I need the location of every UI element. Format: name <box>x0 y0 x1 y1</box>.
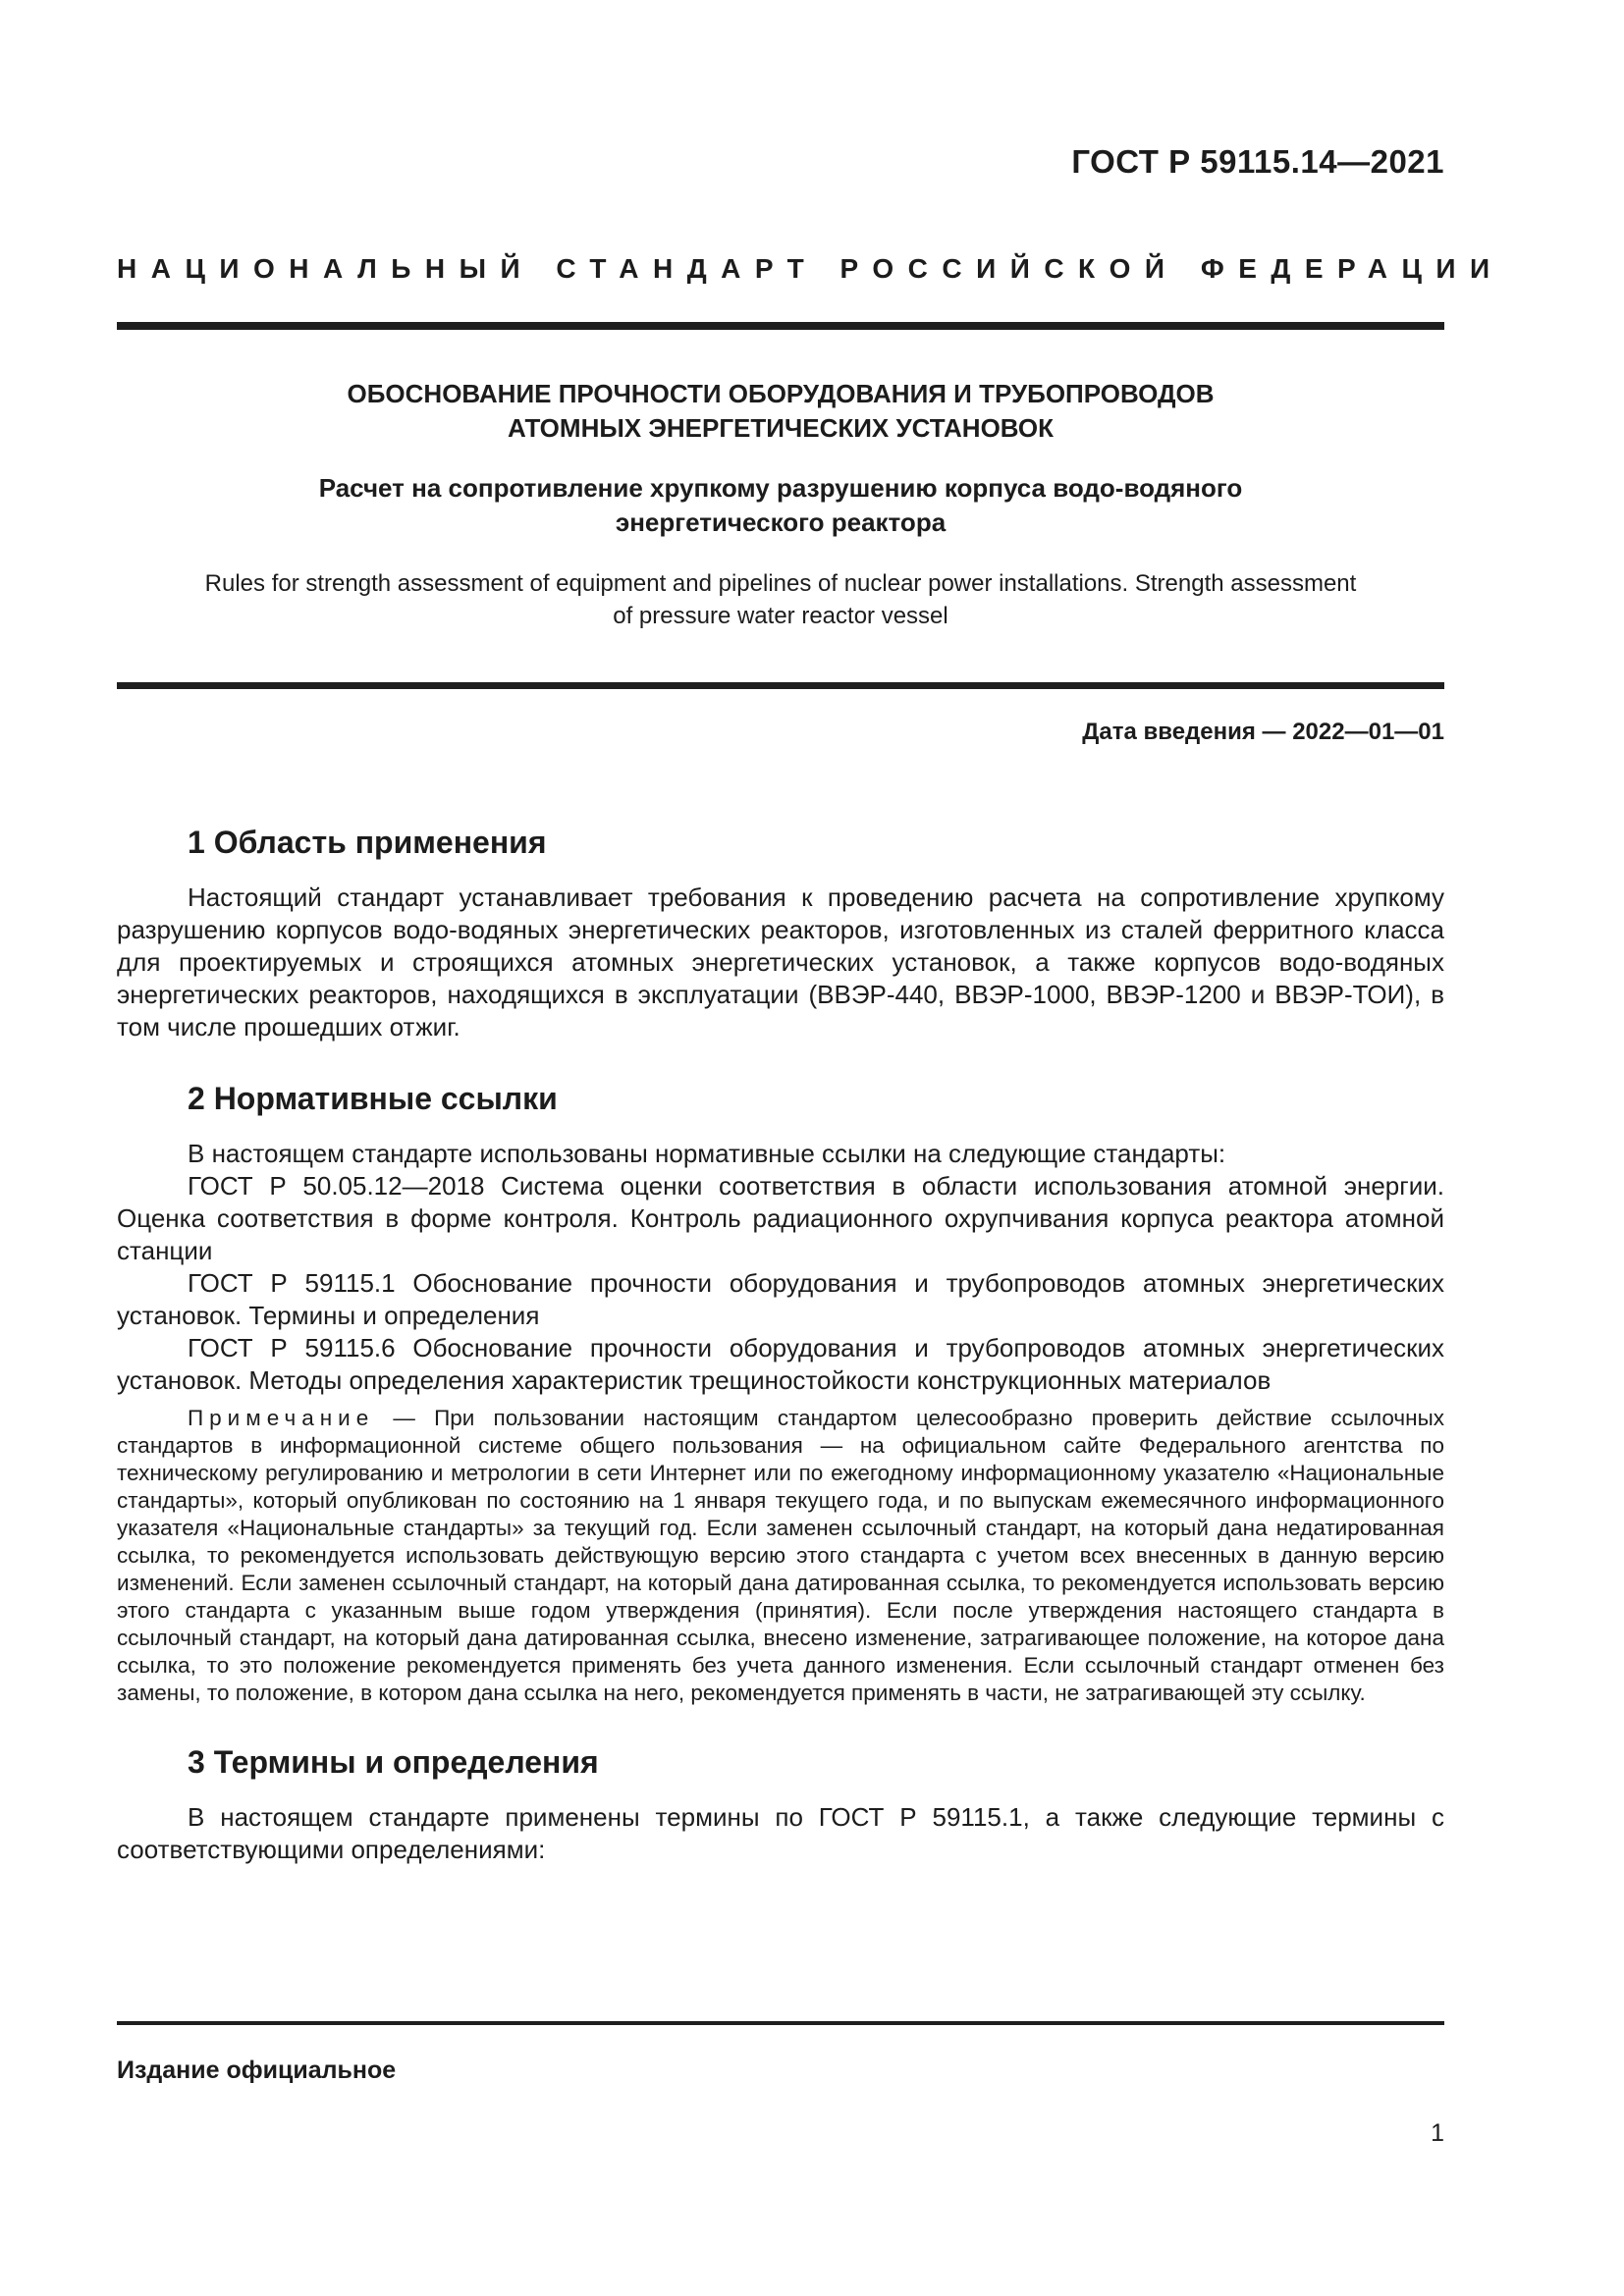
paragraph: В настоящем стандарте использованы нормативные ссылки на следующие стандарты: <box>188 1139 1226 1168</box>
reference-item: ГОСТ Р 59115.1 Обоснование прочности оборудования и трубопроводов атомных энергетических установок. Термины и определения <box>117 1268 1444 1330</box>
note-text: — При пользовании настоящим стандартом целесообразно проверить действие ссылочных стандартов в информационной системе общего пользования — на официальном сайте Федерального агентства по техническому регулированию и метрологии в сети Интернет или по ежегодному информационному указателю «Национальные стандарты», который опубликован по состоянию на 1 января текущего года, и по выпускам ежемесячного информационного указателя «Национальные стандарты» за текущий год. Если заменен ссылочный стандарт, на который дана недатированная ссылка, то рекомендуется использовать действующую версию этого стандарта с учетом всех внесенных в данную версию изменений. Если заменен ссылочный стандарт, на который дана датированная ссылка, то рекомендуется использовать версию этого стандарта с указанным выше годом утверждения (принятия). Если после утверждения настоящего стандарта в ссылочный стандарт, на который дана датированная ссылка, внесено изменение, затрагивающее положение, на которое дана ссылка, то это положение рекомендуется применять без учета данного изменения. Если ссылочный стандарт отменен без замены, то положение, в котором дана ссылка на него, рекомендуется применять в части, не затрагивающей эту ссылку. <box>117 1406 1444 1705</box>
title-block <box>117 377 1444 632</box>
title-main <box>117 377 1444 446</box>
title-main-line1: ОБОСНОВАНИЕ ПРОЧНОСТИ ОБОРУДОВАНИЯ И ТРУБОПРОВОДОВ <box>347 379 1215 408</box>
national-standard-banner: НАЦИОНАЛЬНЫЙ СТАНДАРТ РОССИЙСКОЙ ФЕДЕРАЦИИ <box>117 253 1504 284</box>
introduction-date: Дата введения — 2022—01—01 <box>1082 719 1444 745</box>
note-label: Примечание <box>188 1406 375 1430</box>
section-heading: 1 Область применения <box>188 825 547 860</box>
title-main-line2: АТОМНЫХ ЭНЕРГЕТИЧЕСКИХ УСТАНОВОК <box>507 413 1055 443</box>
reference-item: ГОСТ Р 50.05.12—2018 Система оценки соответствия в области использования атомной энергии. Оценка соответствия в форме контроля. Контроль радиационного охрупчивания корпуса реактора атомной станции <box>117 1171 1444 1265</box>
title-english-line2: of pressure water reactor vessel <box>613 603 948 629</box>
paragraph: В настоящем стандарте применены термины по ГОСТ Р 59115.1, а также следующие термины с соответствующими определениями: <box>117 1802 1444 1864</box>
document-number: ГОСТ Р 59115.14—2021 <box>1071 143 1444 180</box>
reference-item: ГОСТ Р 59115.6 Обоснование прочности оборудования и трубопроводов атомных энергетических установок. Методы определения характеристик трещиностойкости конструкционных материалов <box>117 1333 1444 1395</box>
note <box>117 1405 1444 1707</box>
title-sub-line2: энергетического реактора <box>615 507 947 537</box>
section-heading: 3 Термины и определения <box>188 1744 599 1780</box>
middle-divider <box>117 682 1444 689</box>
document-body <box>117 823 1444 1866</box>
section-heading: 2 Нормативные ссылки <box>188 1081 558 1116</box>
section-scope <box>117 823 1444 1043</box>
section-terms <box>117 1742 1444 1866</box>
document-page <box>117 0 1504 2296</box>
bottom-divider <box>117 2021 1444 2025</box>
section-normative-references <box>117 1079 1444 1707</box>
title-english-line1: Rules for strength assessment of equipment and pipelines of nuclear power installations. Strength assessment <box>204 570 1357 597</box>
page-number: 1 <box>1431 2119 1444 2147</box>
title-subtitle <box>117 471 1444 540</box>
official-edition-label: Издание официальное <box>117 2056 397 2084</box>
top-divider <box>117 322 1444 330</box>
title-sub-line1: Расчет на сопротивление хрупкому разрушению корпуса водо-водяного <box>318 473 1243 503</box>
title-english <box>117 567 1444 632</box>
paragraph: Настоящий стандарт устанавливает требования к проведению расчета на сопротивление хрупкому разрушению корпусов водо-водяных энергетических реакторов, изготовленных из сталей ферритного класса для проектируемых и строящихся атомных энергетических установок, а также корпусов водо-водяных энергетических реакторов, находящихся в эксплуатации (ВВЭР-440, ВВЭР-1000, ВВЭР-1200 и ВВЭР-ТОИ), в том числе прошедших отжиг. <box>117 882 1444 1041</box>
